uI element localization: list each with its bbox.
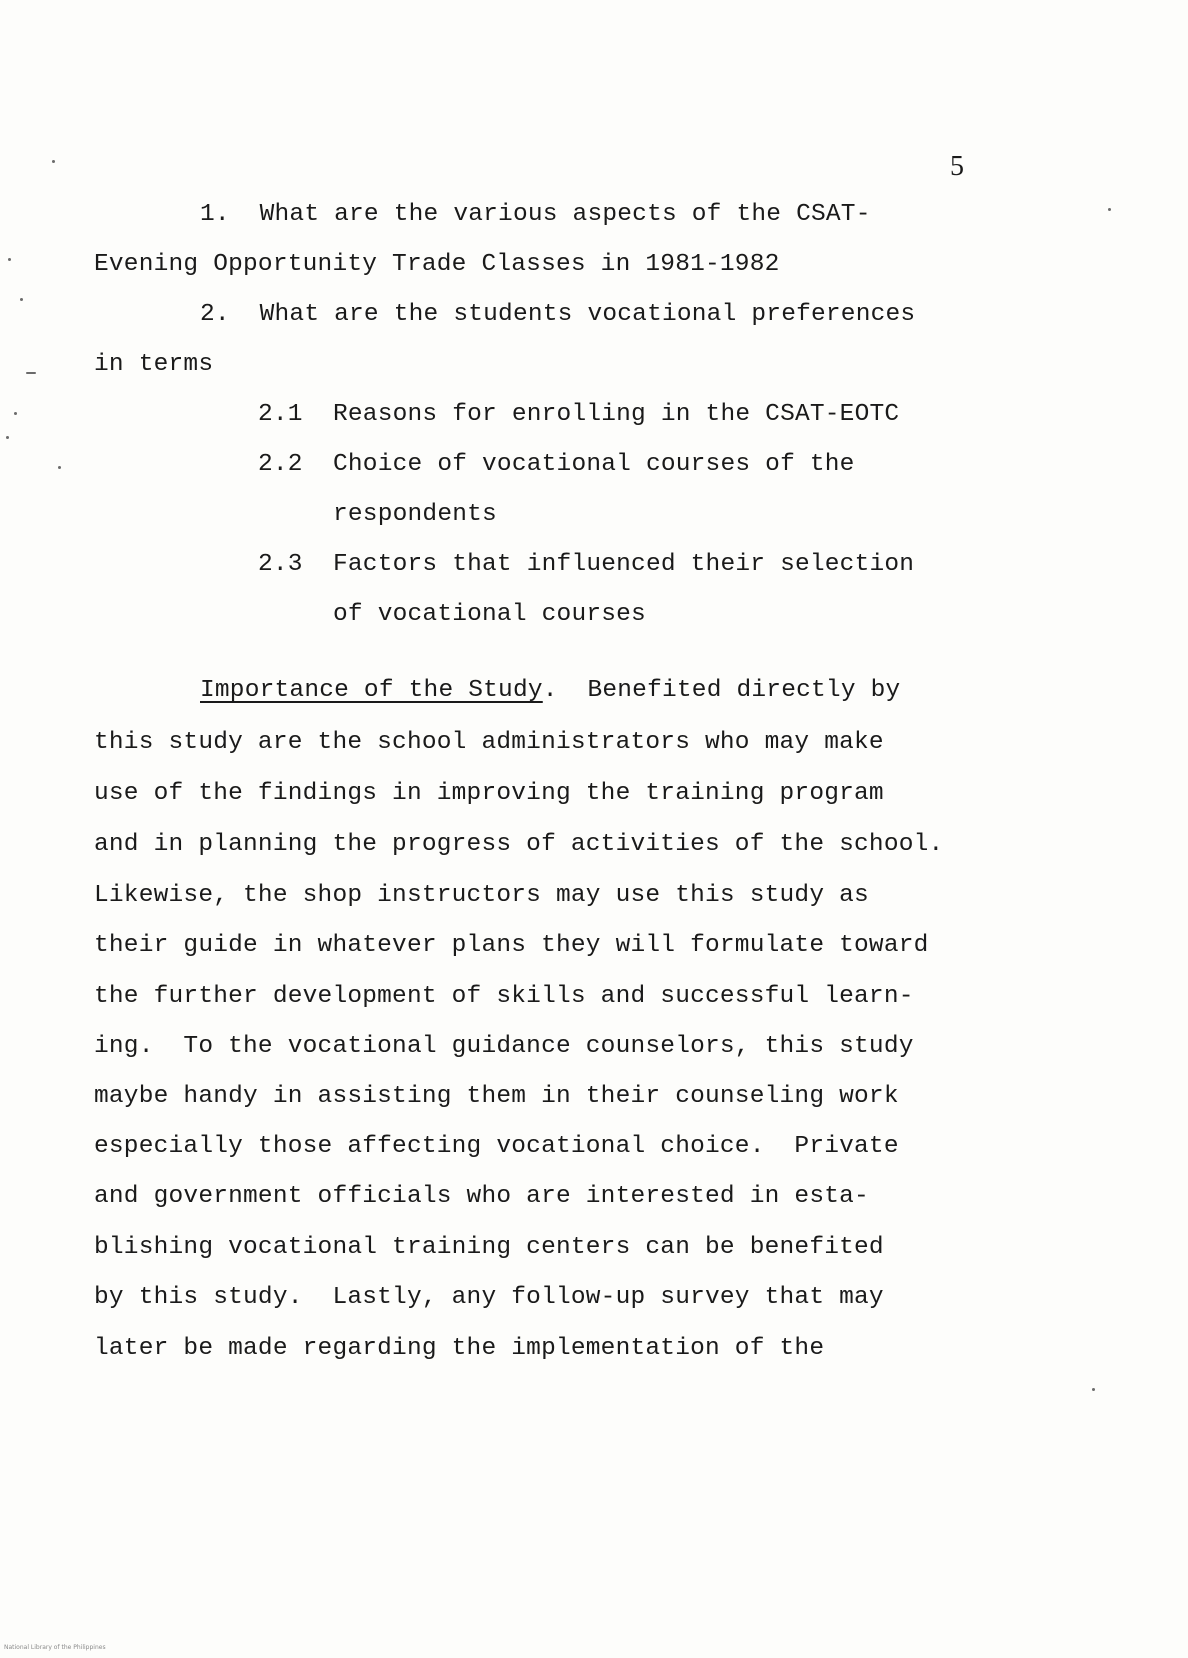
subitem-text-continued: respondents xyxy=(333,501,497,528)
question-2-line-2: in terms xyxy=(94,351,214,378)
scan-speck xyxy=(58,466,61,469)
question-2-line-1: 2. What are the students vocational preferences xyxy=(200,301,916,328)
subitem-number: 2.1 xyxy=(258,401,303,428)
footer-note: National Library of the Philippines xyxy=(4,1644,106,1651)
paragraph-line: later be made regarding the implementation of the xyxy=(94,1335,825,1362)
scan-speck xyxy=(26,372,36,374)
page-number: 5 xyxy=(950,151,964,182)
subitem-text-continued: of vocational courses xyxy=(333,601,646,628)
subitem-number: 2.2 xyxy=(258,451,303,478)
subitem-number: 2.3 xyxy=(258,551,303,578)
paragraph-line: the further development of skills and successful learn- xyxy=(94,983,914,1010)
paragraph-line: their guide in whatever plans they will formulate toward xyxy=(94,932,929,959)
paragraph-line: and in planning the progress of activities of the school. xyxy=(94,831,944,858)
paragraph-line: this study are the school administrators who may make xyxy=(94,729,884,756)
scan-speck xyxy=(6,436,9,439)
scan-speck xyxy=(8,258,11,261)
importance-first-line xyxy=(200,676,900,706)
paragraph-line: and government officials who are interested in esta- xyxy=(94,1183,869,1210)
paragraph-line: use of the findings in improving the training program xyxy=(94,780,884,807)
scan-speck xyxy=(20,298,23,301)
paragraph-line: especially those affecting vocational choice. Private xyxy=(94,1133,899,1160)
question-1-line-1: 1. What are the various aspects of the CSAT- xyxy=(200,201,871,228)
paragraph-line: blishing vocational training centers can be benefited xyxy=(94,1234,884,1261)
section-heading: Importance of the Study xyxy=(200,677,543,704)
paragraph-line: maybe handy in assisting them in their counseling work xyxy=(94,1083,899,1110)
scan-speck xyxy=(14,412,17,415)
scan-speck xyxy=(1092,1388,1095,1391)
paragraph-line: ing. To the vocational guidance counselors, this study xyxy=(94,1033,914,1060)
scan-speck xyxy=(1108,208,1111,211)
subitem-text: Choice of vocational courses of the xyxy=(333,451,855,478)
paragraph-line: Likewise, the shop instructors may use this study as xyxy=(94,882,869,909)
scan-speck xyxy=(52,160,55,163)
subitem-text: Factors that influenced their selection xyxy=(333,551,915,578)
question-1-line-2: Evening Opportunity Trade Classes in 1981-1982 xyxy=(94,251,780,278)
section-heading-continuation: . Benefited directly by xyxy=(542,677,901,704)
subitem-text: Reasons for enrolling in the CSAT-EOTC xyxy=(333,401,900,428)
paragraph-line: by this study. Lastly, any follow-up survey that may xyxy=(94,1284,884,1311)
